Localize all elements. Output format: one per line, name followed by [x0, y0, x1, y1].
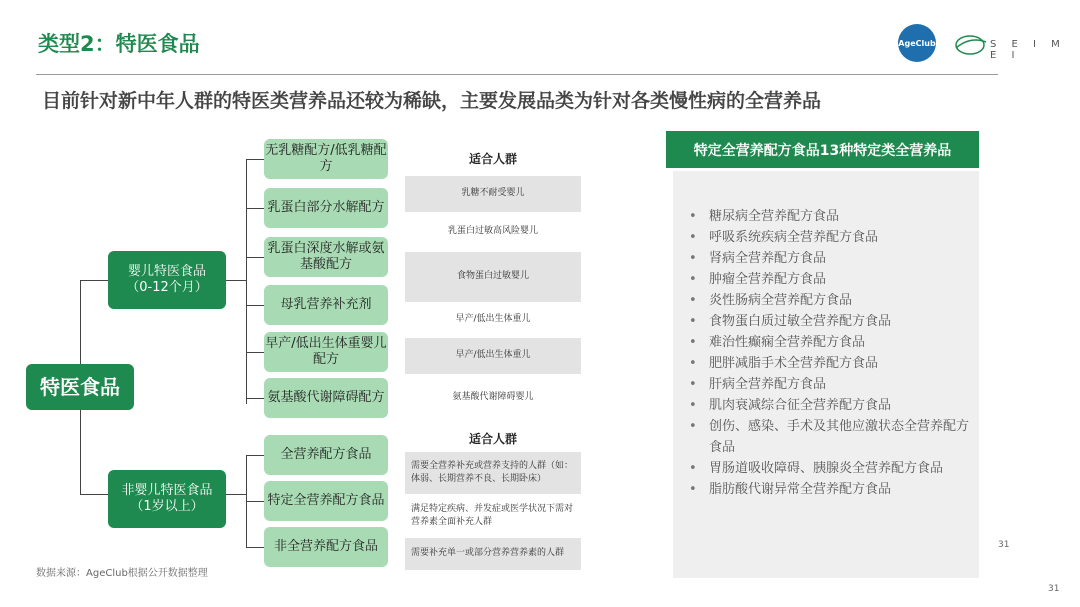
data-source-note: 数据来源：AgeClub根据公开数据整理 [36, 568, 208, 579]
bullet-icon: • [689, 293, 697, 308]
noninfant-category-node [108, 470, 226, 528]
infant-category-age: （0-12个月） [126, 280, 208, 295]
list-item [686, 269, 971, 290]
list-item [686, 416, 971, 458]
list-item-label: 创伤、感染、手术及其他应激状态全营养配方食品 [709, 419, 970, 455]
bullet-icon: • [689, 461, 697, 476]
list-item-label: 脂肪酸代谢异常全营养配方食品 [709, 482, 892, 497]
audience-header: 适合人群 [468, 432, 517, 446]
list-item-label: 胃肠道吸收障碍、胰腺炎全营养配方食品 [709, 461, 944, 476]
bullet-icon: • [689, 314, 697, 329]
list-item [686, 332, 971, 353]
list-item-label: 炎性肠病全营养配方食品 [709, 293, 853, 308]
bullet-icon: • [689, 230, 697, 245]
page-number: 31 [1048, 584, 1060, 594]
infant-formula-item: 无乳糖配方/低乳糖配方 [264, 139, 388, 179]
list-item-label: 糖尿病全营养配方食品 [709, 209, 840, 224]
connector [246, 501, 264, 502]
connector [246, 159, 247, 404]
bullet-icon: • [689, 335, 697, 350]
seimei-logo-text: S E I M E I [990, 39, 1066, 61]
panel-list [686, 206, 971, 500]
audience-row: 早产/低出生体重儿 [405, 338, 581, 374]
infant-formula-item: 母乳营养补充剂 [264, 285, 388, 325]
infant-formula-item: 早产/低出生体重婴儿配方 [264, 332, 388, 372]
infant-formula-item: 氨基酸代谢障碍配方 [264, 378, 388, 418]
list-item-label: 呼吸系统疾病全营养配方食品 [709, 230, 879, 245]
bullet-icon: • [689, 398, 697, 413]
noninfant-category-age: （1岁以上） [130, 499, 204, 514]
page-number: 31 [998, 540, 1010, 550]
list-item [686, 395, 971, 416]
connector [246, 257, 264, 258]
connector [80, 280, 108, 281]
audience-row: 需要补充单一或部分营养营养素的人群 [405, 538, 581, 570]
connector [246, 455, 264, 456]
noninfant-formula-item: 非全营养配方食品 [264, 527, 388, 567]
bullet-icon: • [689, 272, 697, 287]
bullet-icon: • [689, 419, 697, 434]
connector [246, 352, 264, 353]
page-title: 类型2：特医食品 [38, 32, 200, 56]
connector [246, 305, 264, 306]
connector [246, 159, 264, 160]
infant-category-node [108, 251, 226, 309]
list-item [686, 311, 971, 332]
list-item [686, 479, 971, 500]
bullet-icon: • [689, 356, 697, 371]
connector [80, 280, 81, 364]
list-item [686, 206, 971, 227]
audience-row: 早产/低出生体重儿 [455, 314, 531, 325]
list-item-label: 肌肉衰减综合征全营养配方食品 [709, 398, 892, 413]
noninfant-formula-item: 全营养配方食品 [264, 435, 388, 475]
ageclub-logo [898, 24, 936, 62]
page-subtitle: 目前针对新中年人群的特医类营养品还较为稀缺，主要发展品类为针对各类慢性病的全营养品 [42, 90, 822, 112]
list-item-label: 食物蛋白质过敏全营养配方食品 [709, 314, 892, 329]
panel-header: 特定全营养配方食品13种特定类全营养品 [666, 131, 979, 168]
noninfant-category-label: 非婴儿特医食品 [121, 482, 213, 498]
connector [246, 208, 264, 209]
root-node: 特医食品 [26, 364, 134, 410]
audience-header: 适合人群 [468, 152, 517, 166]
list-item-label: 肝病全营养配方食品 [709, 377, 827, 392]
list-item [686, 353, 971, 374]
list-item [686, 227, 971, 248]
infant-formula-item: 乳蛋白深度水解或氨基酸配方 [264, 237, 388, 277]
list-item-label: 肿瘤全营养配方食品 [709, 272, 827, 287]
noninfant-formula-item: 特定全营养配方食品 [264, 481, 388, 521]
connector [80, 410, 81, 494]
header-divider [36, 74, 998, 75]
audience-row: 需要全营养补充或营养支持的人群（如：体弱、长期营养不良、长期卧床） [405, 452, 581, 494]
infant-formula-item: 乳蛋白部分水解配方 [264, 188, 388, 228]
ageclub-logo-text: AgeClub [898, 38, 936, 48]
connector [246, 398, 264, 399]
bullet-icon: • [689, 251, 697, 266]
connector [246, 547, 264, 548]
list-item [686, 248, 971, 269]
connector [226, 280, 246, 281]
audience-row: 满足特定疾病、并发症或医学状况下需对营养素全面补充人群 [411, 503, 574, 527]
connector [226, 494, 246, 495]
list-item [686, 290, 971, 311]
bullet-icon: • [689, 209, 697, 224]
bullet-icon: • [689, 377, 697, 392]
infant-category-label: 婴儿特医食品 [127, 263, 206, 279]
list-item-label: 肥胖减脂手术全营养配方食品 [709, 356, 879, 371]
connector [80, 494, 108, 495]
audience-row: 氨基酸代谢障碍婴儿 [452, 392, 534, 403]
audience-row: 食物蛋白过敏婴儿 [405, 252, 581, 302]
bullet-icon: • [689, 482, 697, 497]
list-item-label: 肾病全营养配方食品 [709, 251, 827, 266]
list-item [686, 458, 971, 479]
audience-row: 乳糖不耐受婴儿 [405, 176, 581, 212]
list-item-label: 难治性癫痫全营养配方食品 [709, 335, 866, 350]
list-item [686, 374, 971, 395]
audience-row: 乳蛋白过敏高风险婴儿 [447, 226, 538, 237]
